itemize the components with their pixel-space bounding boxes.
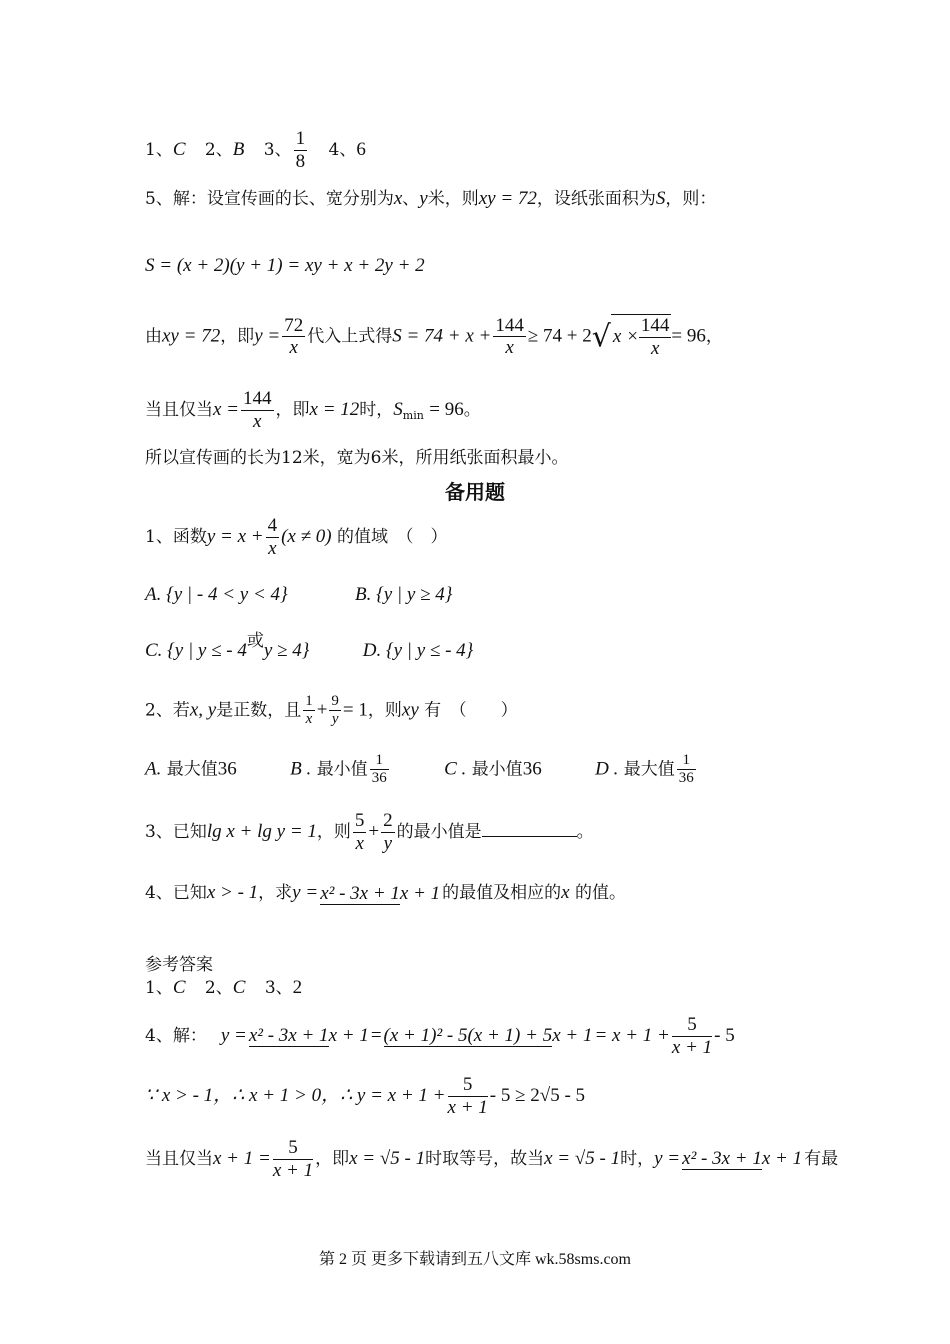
q1-stem: 1、函数y = x + $\frac{4}{x} (x \ne 0)$ 的值域 （ ） [145,515,448,559]
q4-fraction: x² - 3x + 1x + 1 [320,882,441,904]
q2-stem: 2、若x, y是正数，且 $\frac{1}{x}$ + $\frac{9}{y} = 1$，则xy 有 （ ） [145,693,518,728]
q3-stem: 3、已知lg x + lg y = 1，则 $\frac{5}{x}$ + $\frac{2}{y}$ 的最小值是 。 [145,810,594,854]
solution5-conclusion: 所以宣传画的长为12米，宽为6米，所用纸张面积最小。 [145,448,569,468]
section-title: 备用题 [445,480,505,504]
ref4-line3: 当且仅当x + 1 = $\frac{5}{x + 1}$ ，即x = √5 - 1时取等号，故当x = √5 - 1时，y = x² - 3x + 1x + 1 有最 [145,1137,839,1181]
ref4-fraction-1: x² - 3x + 1x + 1 [248,1025,369,1047]
ref4-fraction-3: $\frac{5}{x + 1}$ [671,1014,713,1058]
fraction-144-over-x: $\frac{144}{x}$ [495,314,524,359]
fraction-2-over-y: $\frac{2}{y}$ [383,810,393,854]
answer-1: C [172,138,186,160]
ref4-line1: 4、解： y = x² - 3x + 1x + 1 = (x + 1)² - 5(x + 1) + 5x + 1 = x + 1 + $\frac{5}{x + 1} - 5$ [145,1014,735,1058]
q1-options-cd: C. {y | y ≤ - 4或y ≥ 4} D. {y | y ≤ - 4} [145,631,474,661]
fraction-5-over-x: $\frac{5}{x}$ [354,810,365,854]
fraction-1-over-x: $\frac{1}{x}$ [305,693,313,728]
fraction-72-over-x: $\frac{72}{x}$ [284,314,304,359]
ref4-fraction-2: (x + 1)² - 5(x + 1) + 5x + 1 [383,1025,593,1047]
answer-num-3: 3、 [263,139,292,160]
q1-option-b: B. {y | y ≥ 4} [355,584,453,605]
q2-options: A. 最大值36 B . 最小值 $\frac{1}{36}$ C . 最小值36 D . 最大值 $\frac{1}{36}$ [145,752,694,787]
solution5-inequality: 由xy = 72，即y = $\frac{72}{x}$ 代入上式得S = 74 + x + $\frac{144}{x} \ge 74 + 2√$ x × $\frac{144}{x}= 96$， [145,314,723,359]
ref-title: 参考答案 [145,955,213,975]
fraction-1-over-36-d: $\frac{1}{36}$ [678,752,694,787]
fraction-144-over-x-2: $\frac{144}{x}$ [243,388,272,432]
fraction-4-over-x: $\frac{4}{x}$ [267,515,278,559]
answers-top-line [145,128,366,173]
answer-2: B [232,138,245,160]
answer-3-fraction: $\frac{1}{8}$ [295,128,306,172]
q1-option-c: C. {y | y ≤ - 4 [145,640,247,661]
q1-option-d: D. {y | y ≤ - 4} [362,640,474,661]
sqrt-expression: √ x × $\frac{144}{x}$ [591,315,670,359]
answer-num-1: 1、 [145,139,173,160]
answer-4: 6 [356,138,366,160]
solution5-equality: 当且仅当x = $\frac{144}{x}$ ，即x = 12时，$S_{min} = 96$。 [145,388,481,432]
solution5-area-formula: S = (x + 2)(y + 1) = xy + x + 2y + 2 [145,255,425,276]
fraction-9-over-y: $\frac{9}{y}$ [331,693,339,728]
answer-blank [482,836,577,837]
answer-num-2: 2、 [204,139,233,160]
ref4-line2: ∵ x > - 1，∴ x + 1 > 0，∴ y = x + 1 + $\frac{5}{x + 1} - 5 \ge 2√5 - 5$ [145,1074,586,1118]
q1-options-ab [145,584,452,606]
solution5-intro: 5、解：设宣传画的长、宽分别为x、y米，则xy = 72，设纸张面积为S，则： [145,188,717,209]
ref-answers-line: 1、C 2、C 3、2 [145,977,303,998]
ref4-fraction-4: $\frac{5}{x + 1}$ [447,1074,488,1118]
ref4-fraction-5: $\frac{5}{x + 1}$ [272,1137,314,1181]
fraction-1-over-36-b: $\frac{1}{36}$ [371,752,387,787]
ref4-fraction-6: x² - 3x + 1x + 1 [682,1148,803,1170]
answer-num-4: 4、 [328,139,357,160]
q1-option-a: A. {y | - 4 < y < 4} [145,584,288,605]
q4-stem: 4、已知x > - 1，求y = x² - 3x + 1x + 1 的最值及相应的x 的值。 [145,882,627,904]
page-footer: 第 2 页 更多下载请到五八文库 wk.58sms.com [318,1251,631,1268]
